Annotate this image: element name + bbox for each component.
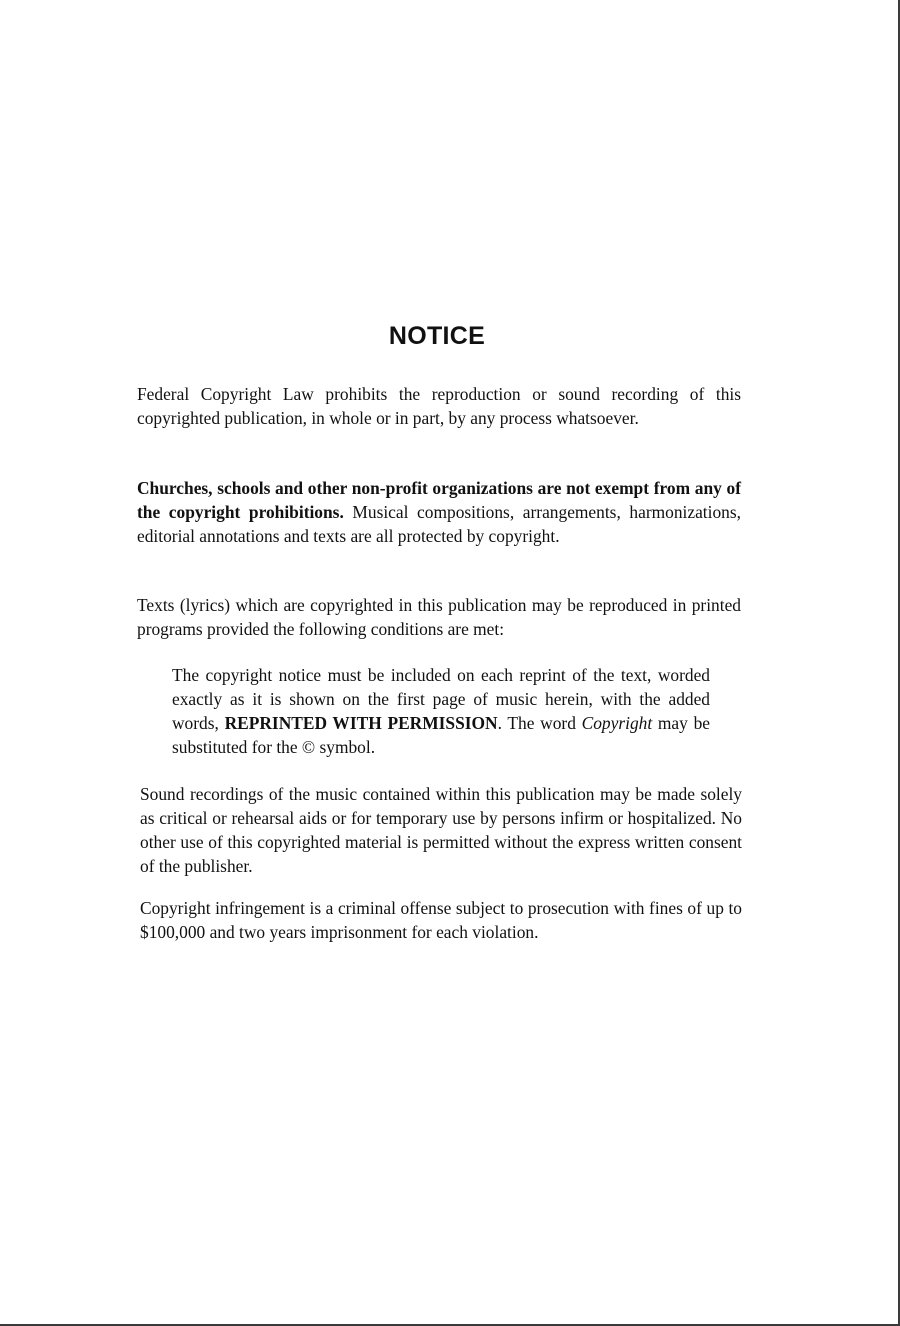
paragraph-text: . The word <box>497 713 582 733</box>
page-title: NOTICE <box>388 322 486 350</box>
paragraph-text: Musical compositions, arrangements, harmonizations, editorial annotations and texts are all protected by copyright. <box>137 502 741 546</box>
bold-phrase: REPRINTED WITH PERMISSION <box>224 713 498 733</box>
paragraph-text: The copyright notice must be included on each reprint of the text, worded exactly as it is shown on the first page of music herein, with the added words, <box>172 665 710 733</box>
paragraph-infringement: Copyright infringement is a criminal offense subject to prosecution with fines of up to $100,000 and two years imprisonment for each violation. <box>140 898 742 942</box>
paragraph-indented-conditions <box>172 663 710 759</box>
italic-word: Copyright <box>581 713 653 733</box>
paragraph-text: may be substituted for the © symbol. <box>172 713 710 757</box>
bold-lead-text: Churches, schools and other non-profit organizations are not exempt from any of the copyright prohibitions. <box>137 478 741 522</box>
paragraph-no-exemption <box>137 476 741 548</box>
paragraph-copyright-law: Federal Copyright Law prohibits the reproduction or sound recording of this copyrighted publication, in whole or in part, by any process whatsoever. <box>137 384 741 428</box>
paragraph-sound-recordings: Sound recordings of the music contained within this publication may be made solely as critical or rehearsal aids or for temporary use by persons infirm or hospitalized. No other use of this copyrighted material is permitted without the express written consent of the publisher. <box>140 784 742 876</box>
paragraph-lyrics-reproduction: Texts (lyrics) which are copyrighted in this publication may be reproduced in printed programs provided the following conditions are met: <box>137 595 741 639</box>
